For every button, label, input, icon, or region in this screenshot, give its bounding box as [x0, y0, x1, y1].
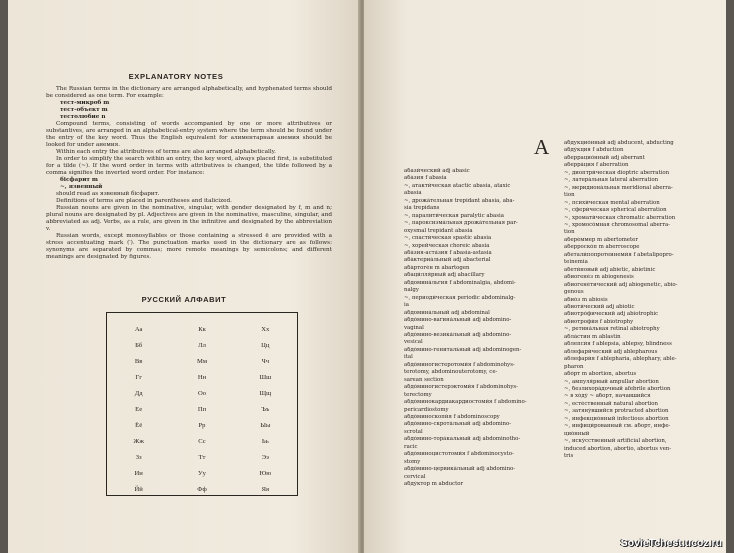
- example-term: ~, язвенный: [60, 184, 103, 190]
- alphabet-letter: Жж: [133, 437, 144, 445]
- dictionary-entry: ~, хромосо́мная chromosomal aberra-: [564, 221, 670, 228]
- alphabet-letter: Вв: [134, 357, 143, 365]
- dictionary-entry: ia: [404, 302, 409, 309]
- dictionary-entry: абдо́мино-гениталь́ный adj abdominogen-: [404, 346, 522, 353]
- book-right-edge: [726, 0, 734, 553]
- dictionary-entry: abasia: [404, 190, 422, 197]
- dictionary-entry: ~, периоди́ческая periodic abdominalg-: [404, 294, 516, 301]
- dictionary-entry: аба́ртоге́н m abartogen: [404, 264, 470, 271]
- right-page: [364, 0, 726, 553]
- alphabet-letter: Цц: [261, 341, 270, 349]
- notes-paragraph: Russian words, except monosyllables or those containing a stressed ё are provided with a stress accentuating mark (′). The punctuation marks used in the dictionary are as follows: synonyms are separated by commas; more remote meanings by semicolons; and different meanings are designated by figures.: [46, 233, 332, 260]
- alphabet-letter: Ээ: [261, 453, 269, 461]
- alphabet-letter: Дд: [134, 389, 143, 397]
- dictionary-entry: абиогене́тический adj abiogenetic, abio-: [564, 281, 678, 288]
- dictionary-entry: tion: [564, 192, 575, 199]
- alphabet-letter: Пп: [197, 405, 207, 413]
- alphabet-row: [107, 433, 297, 449]
- dictionary-entry: stomy: [404, 458, 421, 465]
- dictionary-entry: ~, психи́ческая mental aberration: [564, 199, 660, 206]
- explanatory-notes-body: [46, 86, 332, 261]
- alphabet-letter: Яя: [261, 485, 270, 493]
- alphabet-letter: Бб: [135, 341, 143, 349]
- dictionary-entry: teinemia: [564, 259, 588, 266]
- dictionary-entry: ~, хорейческая choreic abasia: [404, 242, 490, 249]
- alphabet-letter: Шш: [259, 373, 272, 381]
- dictionary-entry: terotomy, abdominouterotomy, ce-: [404, 369, 498, 376]
- dictionary-entry: oxysmal trepidant abasia: [404, 227, 473, 234]
- alphabet-table: [106, 312, 298, 496]
- alphabet-letter: Чч: [261, 357, 270, 365]
- dictionary-entry: абла́стин m ablastin: [564, 333, 621, 340]
- alphabet-letter: Йй: [134, 485, 143, 493]
- dictionary-entry: pharon: [564, 363, 584, 370]
- notes-paragraph: In order to simplify the search within an entry, the key word, always placed first, is substituted for a tilde (~). If the word order in terms with attributives is changed, the tilde followed by a comma signifies the inverted word order. For instance:: [46, 156, 332, 176]
- alphabet-row: [107, 449, 297, 465]
- dictionary-entry: абиогене́з m abiogenesis: [564, 274, 634, 281]
- alphabet-letter: Сс: [198, 437, 206, 445]
- dictionary-entry: ~, затяну́вшийся protracted abortion: [564, 408, 669, 415]
- dictionary-entry: абдо́мино-везика́льный adj abdomino-: [404, 331, 512, 338]
- explanatory-notes-title: EXPLANATORY NOTES: [128, 72, 224, 81]
- alphabet-row: [107, 337, 297, 353]
- notes-paragraph: should read as язвенный бісфарит.: [56, 191, 160, 197]
- dictionary-entry: або́рт m abortion, abortus: [564, 371, 637, 378]
- dictionary-entry: аблефари́я f ablepharia, ablephary, able-: [564, 356, 677, 363]
- dictionary-entry: ~, пароксизма́льная дрожа́тельная par-: [404, 220, 518, 227]
- alphabet-letter: Зз: [135, 453, 142, 461]
- alphabet-row: [107, 465, 297, 481]
- dictionary-entry: sia trepidans: [404, 205, 440, 212]
- alphabet-letter: Фф: [197, 485, 207, 493]
- alphabet-letter: Гг: [135, 373, 142, 381]
- dictionary-entry: абдо́миноцистотоми́я f abdominocysto-: [404, 451, 514, 458]
- dictionary-entry: аба́ктериа́льный adj abacterial: [404, 257, 491, 264]
- dictionary-entry: ~, хромати́ческая chromatic aberration: [564, 214, 676, 221]
- dictionary-entry: genous: [564, 289, 584, 296]
- left-page: [8, 0, 360, 553]
- dictionary-entry: аба́зия f abasia: [404, 175, 447, 182]
- dictionary-entry: induced abortion, abortio, abortus ven-: [564, 445, 672, 452]
- dictionary-entry: ~, ретина́льная retinal abiotrophy: [564, 326, 660, 333]
- dictionary-entry: racic: [404, 443, 418, 450]
- dictionary-entry: ital: [404, 354, 413, 361]
- dictionary-entry: абети́новый adj abietic, abietinic: [564, 266, 656, 273]
- dictionary-entry: аблепси́я f ablepsia, ablepsy, blindness: [564, 341, 672, 348]
- dictionary-entry: аберроско́п m aberroscope: [564, 244, 640, 251]
- alphabet-letter: Ёё: [135, 421, 143, 429]
- alphabet-letter: Ьь: [261, 437, 269, 445]
- notes-paragraph: Russian nouns are given in the nominative, singular, with gender designated by f, m and n; plural nouns are designated by pl. Adjectives are given in the nominative, masculine, singular, and abbreviated as adj. Verbs, as a rule, are given in the infinitive and designated by the abbreviation v.: [46, 205, 332, 232]
- dictionary-entry: абдомина́льгия f abdominalgia, abdomi-: [404, 279, 516, 286]
- dictionary-entry: цио́нный: [564, 430, 590, 437]
- alphabet-letter: Ыы: [260, 421, 271, 429]
- dictionary-entry: pericardiostomy: [404, 406, 449, 413]
- dictionary-entry: terectomy: [404, 391, 432, 398]
- dictionary-entry: аба́зия-аста́зия f abasia-astasia: [404, 249, 492, 256]
- dictionary-entry: абдо́минокардиакардиостоми́я f abdomino-: [404, 399, 527, 406]
- alphabet-letter: Ее: [135, 405, 143, 413]
- alphabet-row: [107, 369, 297, 385]
- alphabet-row: [107, 321, 297, 337]
- dictionary-entry: vaginal: [404, 324, 424, 331]
- alphabet-title: РУССКИЙ АЛФАВИТ: [141, 295, 227, 304]
- alphabet-letter: Кк: [198, 325, 206, 333]
- dictionary-entry: аберра́ция f aberration: [564, 162, 629, 169]
- dictionary-entry: tion: [564, 229, 575, 236]
- dictionary-entry: абдукцио́нный adj abducent, abducting: [564, 140, 674, 146]
- alphabet-letter: Тт: [198, 453, 206, 461]
- dictionary-entry: абаци́лля́рный adj abacillary: [404, 272, 485, 279]
- dictionary-entry: абду́ктор m abductor: [404, 481, 464, 488]
- alphabet-letter: Хх: [261, 325, 270, 333]
- alphabet-letter: Уу: [198, 469, 206, 477]
- dictionary-entry: sarean section: [404, 376, 444, 383]
- notes-paragraph: Definitions of terms are placed in parentheses and italicized.: [56, 198, 232, 204]
- dictionary-entry: абиотрофи́я f abiotrophy: [564, 318, 634, 325]
- dictionary-entry: абдо́мино-вагина́льный adj abdomino-: [404, 317, 512, 324]
- alphabet-letter: Нн: [197, 373, 207, 381]
- alphabet-row: [107, 385, 297, 401]
- dictionary-entry: абдо́мино-скрота́льный adj abdomino-: [404, 421, 512, 428]
- dictionary-entry: ~, есте́ственный natural abortion: [564, 400, 658, 407]
- dictionary-entry: tris: [564, 453, 574, 460]
- example-term: тест-объект m: [60, 107, 108, 113]
- dictionary-entry: абио́з m abiosis: [564, 296, 608, 303]
- dictionary-entry: ~, сфери́ческая spherical aberration: [564, 207, 667, 214]
- watermark: SovieTchest.ucoz.ru: [620, 537, 722, 549]
- notes-paragraph: The Russian terms in the dictionary are arranged alphabetically, and hyphenated terms should be considered as one term. For example:: [46, 86, 332, 99]
- dictionary-entry: абдо́миногистерэктоми́я f abdominohys-: [404, 384, 518, 391]
- alphabet-letter: Мм: [196, 357, 208, 365]
- dictionary-entry: абази́ческий adj abasic: [404, 168, 470, 174]
- example-term: бісфарит m: [60, 177, 98, 183]
- dictionary-entry: абдо́миноскопи́я f abdominoscopy: [404, 413, 500, 420]
- dictionary-entry: ~, диоптри́ческая dioptric aberration: [564, 169, 670, 176]
- alphabet-letter: Рр: [198, 421, 206, 429]
- dictionary-entry: ~, инфекцио́нный infectious abortion: [564, 415, 669, 422]
- alphabet-row: [107, 481, 297, 497]
- dictionary-entry: ~, атакти́ческая atactic abasia, ataxic: [404, 182, 511, 189]
- dictionary-entry: аблефари́ческий adj ablepharous: [564, 348, 658, 355]
- alphabet-row: [107, 417, 297, 433]
- section-letter: A: [534, 135, 550, 159]
- dictionary-entry: ~, безлихора́дочный afebrile abortion: [564, 385, 671, 392]
- example-term: тестолюбие n: [60, 114, 106, 120]
- dictionary-entry: nalgy: [404, 287, 419, 294]
- dictionary-entry: ~, латера́льная lateral aberration: [564, 177, 659, 184]
- dictionary-entry: абдо́мино-цервика́льный adj abdomino-: [404, 466, 516, 473]
- alphabet-letter: Ии: [134, 469, 143, 477]
- dictionary-entry: абдомина́льный adj abdominal: [404, 309, 490, 316]
- alphabet-row: [107, 353, 297, 369]
- alphabet-letter: Оо: [197, 389, 207, 397]
- dictionary-entry: аберрацио́нный adj aberrant: [564, 154, 645, 161]
- example-term: тест-микроб m: [60, 100, 110, 106]
- dictionary-entry: абетали́попротеинеми́я f abetalipopro-: [564, 251, 674, 258]
- alphabet-row: [107, 401, 297, 417]
- dictionary-column-left: [404, 168, 554, 488]
- dictionary-entry: scrotal: [404, 428, 423, 435]
- dictionary-entry: абдо́мино-тора́кальный adj abdominotho-: [404, 436, 521, 443]
- dictionary-column-right: [564, 140, 714, 460]
- dictionary-entry: абиоти́ческий adj abiotic: [564, 303, 635, 310]
- dictionary-entry: абдо́миногистеротоми́я f abdominohys-: [404, 361, 515, 368]
- alphabet-letter: Щщ: [259, 389, 272, 397]
- dictionary-entry: ~, паралити́ческая paralytic abasia: [404, 212, 504, 219]
- dictionary-entry: абиотро́фический adj abiotrophic: [564, 311, 659, 318]
- alphabet-letter: Юю: [259, 469, 272, 477]
- dictionary-entry: ~, спасти́ческая spastic abasia: [404, 235, 492, 242]
- dictionary-entry: cervical: [404, 473, 426, 480]
- dictionary-entry: абере́ммер m abertometer: [564, 236, 638, 243]
- book-left-edge: [0, 0, 8, 553]
- alphabet-letter: Лл: [198, 341, 206, 349]
- alphabet-letter: Аа: [134, 325, 143, 333]
- dictionary-entry: ~, дрожа́тельная trepidant abasia, aba-: [404, 197, 515, 204]
- notes-paragraph: Compound terms, consisting of words accompanied by one or more attributives or substantives, are arranged in an alphabetical-entry system where the term should be found under the entry of the key word. Thus the English equivalent for алиментарная анемия should be looked for under анемия.: [46, 121, 332, 148]
- dictionary-entry: ~, инфици́рованный см. аборт, инфе-: [564, 423, 671, 430]
- dictionary-entry: абду́кция f abduction: [564, 147, 624, 154]
- dictionary-entry: ~ в хо́ду́ ~ аборт, начавшийся: [564, 393, 651, 400]
- dictionary-entry: ~, ампуля́рный ampullar abortion: [564, 378, 659, 385]
- notes-paragraph: Within each entry the attributives of terms are also arranged alphabetically.: [56, 149, 276, 155]
- dictionary-entry: ~, меридиона́льная meridional aberra-: [564, 184, 673, 191]
- dictionary-entry: vesical: [404, 339, 423, 346]
- alphabet-letter: Ъъ: [261, 405, 270, 413]
- dictionary-entry: ~, иску́сственный artificial abortion,: [564, 438, 667, 445]
